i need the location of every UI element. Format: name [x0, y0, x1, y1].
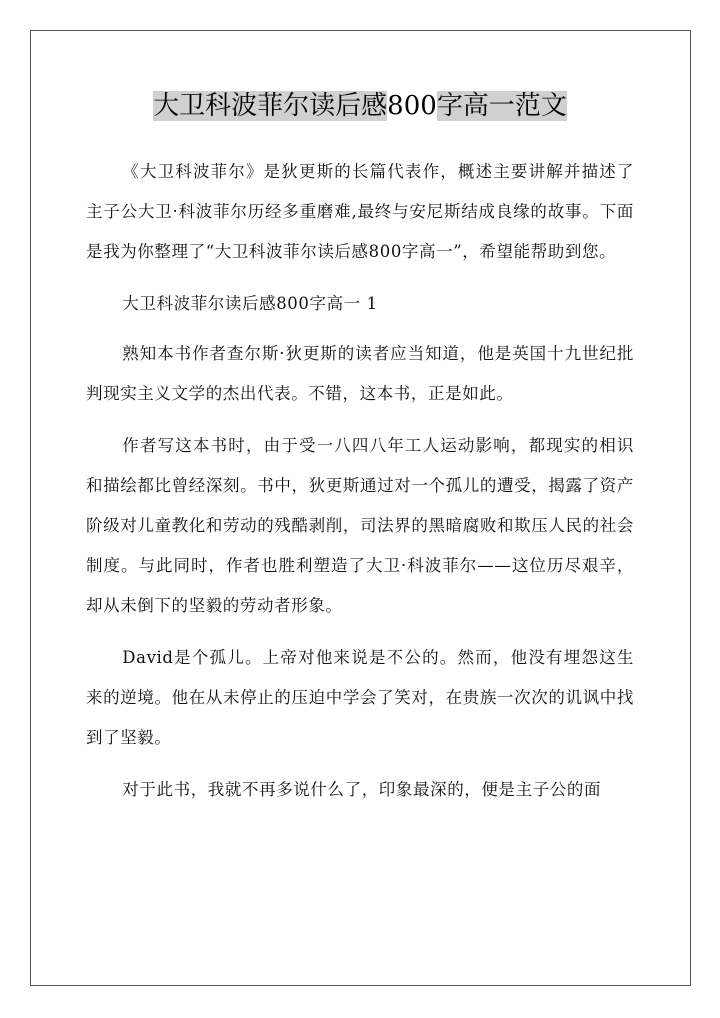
body-paragraph-2: 作者写这本书时，由于受一八四八年工人运动影响，都现实的相识和描绘都比曾经深刻。书中，狄更斯通过对一个孤儿的遭受，揭露了资产阶级对儿童教化和劳动的残酷剥削，司法界的黑暗腐败和欺压人民的社会制度。与此同时，作者也胜利塑造了大卫·科波菲尔——这位历尽艰辛，却从未倒下的坚毅的劳动者形象。 — [86, 436, 634, 615]
document-title — [0, 88, 720, 124]
intro-paragraph: 《大卫科波菲尔》是狄更斯的长篇代表作，概述主要讲解并描述了主子公大卫·科波菲尔历经多重磨难,最终与安尼斯结成良缘的故事。下面是我为你整理了“大卫科波菲尔读后感800字高一”，希望能帮助到您。 — [86, 162, 634, 261]
title-number: 800 — [387, 91, 437, 121]
body-paragraph-3: David是个孤儿。上帝对他来说是不公的。然而，他没有埋怨这生来的逆境。他在从未停止的压迫中学会了笑对，在贵族一次次的讥讽中找到了坚毅。 — [86, 648, 634, 747]
title-text-1: 大卫科波菲尔读后感 — [153, 91, 388, 121]
title-text-2: 字高一范文 — [436, 91, 567, 121]
section-heading: 大卫科波菲尔读后感800字高一 1 — [122, 294, 378, 313]
document-body — [86, 152, 634, 822]
body-paragraph-1: 熟知本书作者查尔斯·狄更斯的读者应当知道，他是英国十九世纪批判现实主义文学的杰出代表。不错，这本书，正是如此。 — [86, 344, 634, 403]
body-paragraph-4: 对于此书，我就不再多说什么了，印象最深的，便是主子公的面 — [122, 780, 602, 799]
